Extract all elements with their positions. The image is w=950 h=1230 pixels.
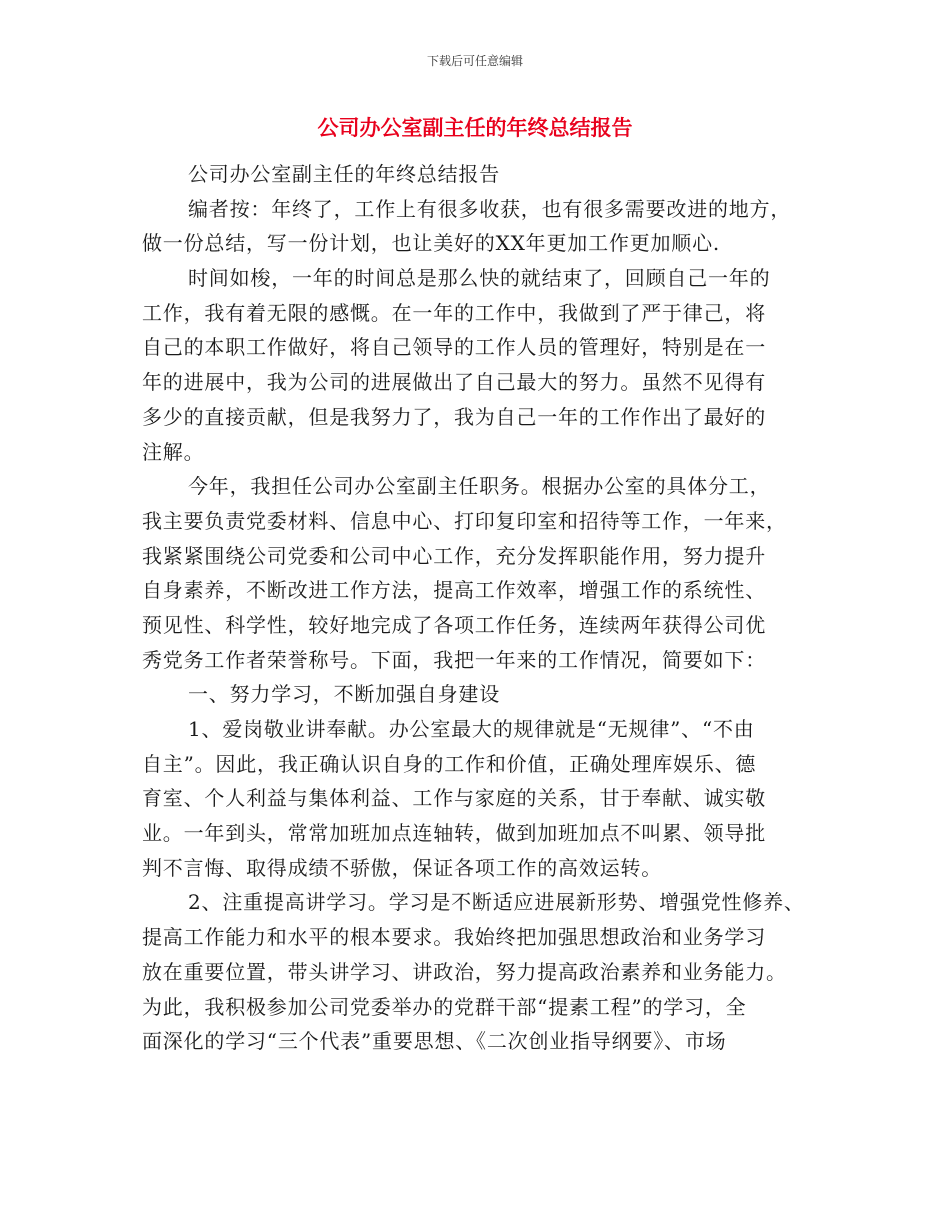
text-line: 预见性、科学性，较好地完成了各项工作任务，连续两年获得公司优 bbox=[142, 612, 766, 637]
text-line: 面深化的学习“三个代表”重要思想、《二次创业指导纲要》、市场 bbox=[142, 1029, 727, 1054]
document-body bbox=[142, 157, 842, 1059]
text-line: 1、爱岗敬业讲奉献。办公室最大的规律就是“无规律”、“不由 bbox=[188, 717, 755, 741]
text-line: 编者按：年终了，工作上有很多收获，也有很多需要改进的地方， bbox=[188, 196, 792, 221]
text-line: 育室、个人利益与集体利益、工作与家庭的关系，甘于奉献、诚实敬 bbox=[142, 786, 766, 811]
text-line: 放在重要位置，带头讲学习、讲政治，努力提高政治素养和业务能力。 bbox=[142, 959, 787, 984]
text-line: 自主”。因此，我正确认识自身的工作和价值，正确处理库娱乐、德 bbox=[142, 751, 757, 776]
text-line: 做一份总结，写一份计划，也让美好的XX年更加工作更加顺心. bbox=[142, 231, 721, 256]
text-line: 提高工作能力和水平的根本要求。我始终把加强思想政治和业务学习 bbox=[142, 925, 766, 950]
text-line: 业。一年到头，常常加班加点连轴转，做到加班加点不叫累、领导批 bbox=[142, 821, 766, 846]
text-line: 为此，我积极参加公司党委举办的党群干部“提素工程”的学习，全 bbox=[142, 994, 747, 1019]
text-line: 自身素养，不断改进工作方法，提高工作效率，增强工作的系统性、 bbox=[142, 578, 766, 603]
text-line: 注解。 bbox=[142, 439, 205, 464]
document-title: 公司办公室副主任的年终总结报告 bbox=[317, 115, 633, 140]
text-line: 公司办公室副主任的年终总结报告 bbox=[188, 162, 500, 186]
text-line: 多少的直接贡献，但是我努力了，我为自己一年的工作作出了最好的 bbox=[142, 404, 766, 429]
text-line: 我主要负责党委材料、信息中心、打印复印室和招待等工作，一年来， bbox=[142, 508, 787, 533]
text-line: 年的进展中，我为公司的进展做出了自己最大的努力。虽然不见得有 bbox=[142, 370, 766, 395]
text-line: 今年，我担任公司办公室副主任职务。根据办公室的具体分工， bbox=[188, 474, 771, 499]
text-line: 我紧紧围绕公司党委和公司中心工作，充分发挥职能作用，努力提升 bbox=[142, 543, 766, 568]
text-line: 工作，我有着无限的感慨。在一年的工作中，我做到了严于律己，将 bbox=[142, 300, 766, 325]
text-line: 判不言悔、取得成绩不骄傲，保证各项工作的高效运转。 bbox=[142, 855, 662, 880]
text-line: 秀党务工作者荣誉称号。下面，我把一年来的工作情况，简要如下： bbox=[142, 647, 766, 672]
text-line: 时间如梭，一年的时间总是那么快的就结束了，回顾自己一年的 bbox=[188, 266, 771, 291]
text-line: 2、注重提高讲学习。学习是不断适应进展新形势、增强党性修养、 bbox=[188, 890, 805, 915]
text-line: 一、努力学习，不断加强自身建设 bbox=[188, 682, 500, 707]
page-header: 下载后可任意编辑 bbox=[426, 54, 523, 68]
text-line: 自己的本职工作做好，将自己领导的工作人员的管理好，特别是在一 bbox=[142, 335, 766, 360]
